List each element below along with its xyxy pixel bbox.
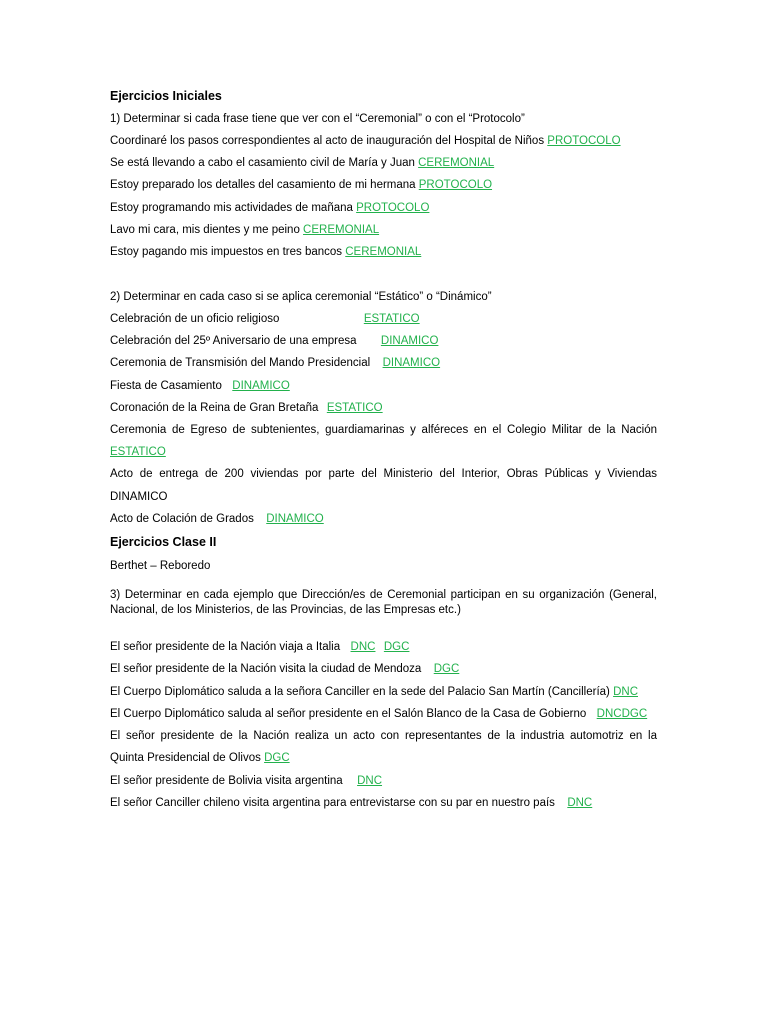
item-text: Celebración del 25º Aniversario de una empresa [110,335,357,347]
item-text: Ceremonia de Transmisión del Mando Presidencial [110,357,371,369]
list-item [110,379,290,393]
list-item [110,312,420,326]
question-1: 1) Determinar si cada frase tiene que ver con el “Ceremonial” o con el “Protocolo” [110,113,525,125]
answer-label: CEREMONIAL [303,224,380,236]
list-item [110,640,409,654]
item-text: El Cuerpo Diplomático saluda al señor presidente en el Salón Blanco de la Casa de Gobierno [110,708,587,720]
list-item [110,707,647,721]
answer-label: CEREMONIAL [345,246,422,258]
item-text: Quinta Presidencial de Olivos [110,752,261,764]
section-title-ejercicios-clase-ii: Ejercicios Clase II [110,535,217,549]
answer-label: DGC [264,752,290,764]
item-text: Lavo mi cara, mis dientes y me peino [110,224,300,236]
list-item [110,356,440,370]
item-text: Fiesta de Casamiento [110,380,222,392]
list-item [110,512,324,526]
item-text: Coronación de la Reina de Gran Bretaña [110,402,319,414]
item-text: Acto de Colación de Grados [110,513,254,525]
list-item [110,178,492,192]
answer-label: PROTOCOLO [356,202,430,214]
answer-label: DNC [613,686,638,698]
answer-label: ESTATICO [326,402,383,414]
answer-label: ESTATICO [110,446,166,458]
item-text: El Cuerpo Diplomático saluda a la señora Canciller en la sede del Palacio San Martín (Cancillería) [110,686,610,698]
item-text: Estoy pagando mis impuestos en tres bancos [110,246,343,258]
answer-label: DNC [567,797,593,809]
list-item-text: Ceremonia de Egreso de subtenientes, guardiamarinas y alféreces en el Colegio Militar de la Nación [110,424,657,436]
list-item [110,223,379,237]
item-text: Celebración de un oficio religioso [110,313,280,325]
item-text: Se está llevando a cabo el casamiento civil de María y Juan [110,157,415,169]
item-text: Estoy preparado los detalles del casamiento de mi hermana [110,179,416,191]
list-item [110,334,438,348]
list-item-answer [110,445,166,459]
item-text: El señor presidente de la Nación visita la ciudad de Mendoza [110,663,422,675]
item-text: El señor presidente de la Nación viaja a Italia [110,641,341,653]
list-item [110,662,459,676]
question-3-line1: 3) Determinar en cada ejemplo que Dirección/es de Ceremonial participan en su organización (General, [110,589,657,601]
answer-label: DNC [596,708,622,720]
answer-label: DGC [621,708,648,720]
item-text: El señor presidente de Bolivia visita argentina [110,775,343,787]
item-text: Estoy programando mis actividades de mañana [110,202,353,214]
answer-label: DNC [357,775,383,787]
question-2: 2) Determinar en cada caso si se aplica ceremonial “Estático” o “Dinámico” [110,291,492,303]
answer-label: DNC [350,641,376,653]
list-item [110,751,290,765]
list-item [110,796,592,810]
answer-label: DGC [433,663,460,675]
answer-label: PROTOCOLO [418,179,493,191]
list-item [110,774,382,788]
answer-label: DGC [383,641,410,653]
list-item [110,156,494,170]
answer-label: CEREMONIAL [418,157,495,169]
item-text: El señor Canciller chileno visita argentina para entrevistarse con su par en nuestro país [110,797,555,809]
answer-label: DINAMICO [382,357,441,369]
list-item [110,401,383,415]
item-text: Coordinaré los pasos correspondientes al acto de inauguración del Hospital de Niños [110,135,545,147]
list-item-answer [110,490,168,504]
list-item-text: El señor presidente de la Nación realiza un acto con representantes de la industria automotriz en la [110,730,657,742]
answer-label: DINAMICO [380,335,439,347]
list-item [110,201,429,215]
answer-label: DINAMICO [232,380,290,392]
list-item [110,134,621,148]
list-item [110,245,421,259]
authors: Berthet – Reboredo [110,560,211,572]
section-title-ejercicios-iniciales: Ejercicios Iniciales [110,89,222,103]
answer-label: ESTATICO [363,313,420,325]
question-3-line2: Nacional, de los Ministerios, de las Provincias, de las Empresas etc.) [110,604,461,616]
answer-label-plain: DINAMICO [110,491,168,503]
answer-label: DINAMICO [266,513,324,525]
list-item-text: Acto de entrega de 200 viviendas por parte del Ministerio del Interior, Obras Públicas y Viviendas [110,468,657,480]
list-item [110,685,638,699]
answer-label: PROTOCOLO [547,135,621,147]
